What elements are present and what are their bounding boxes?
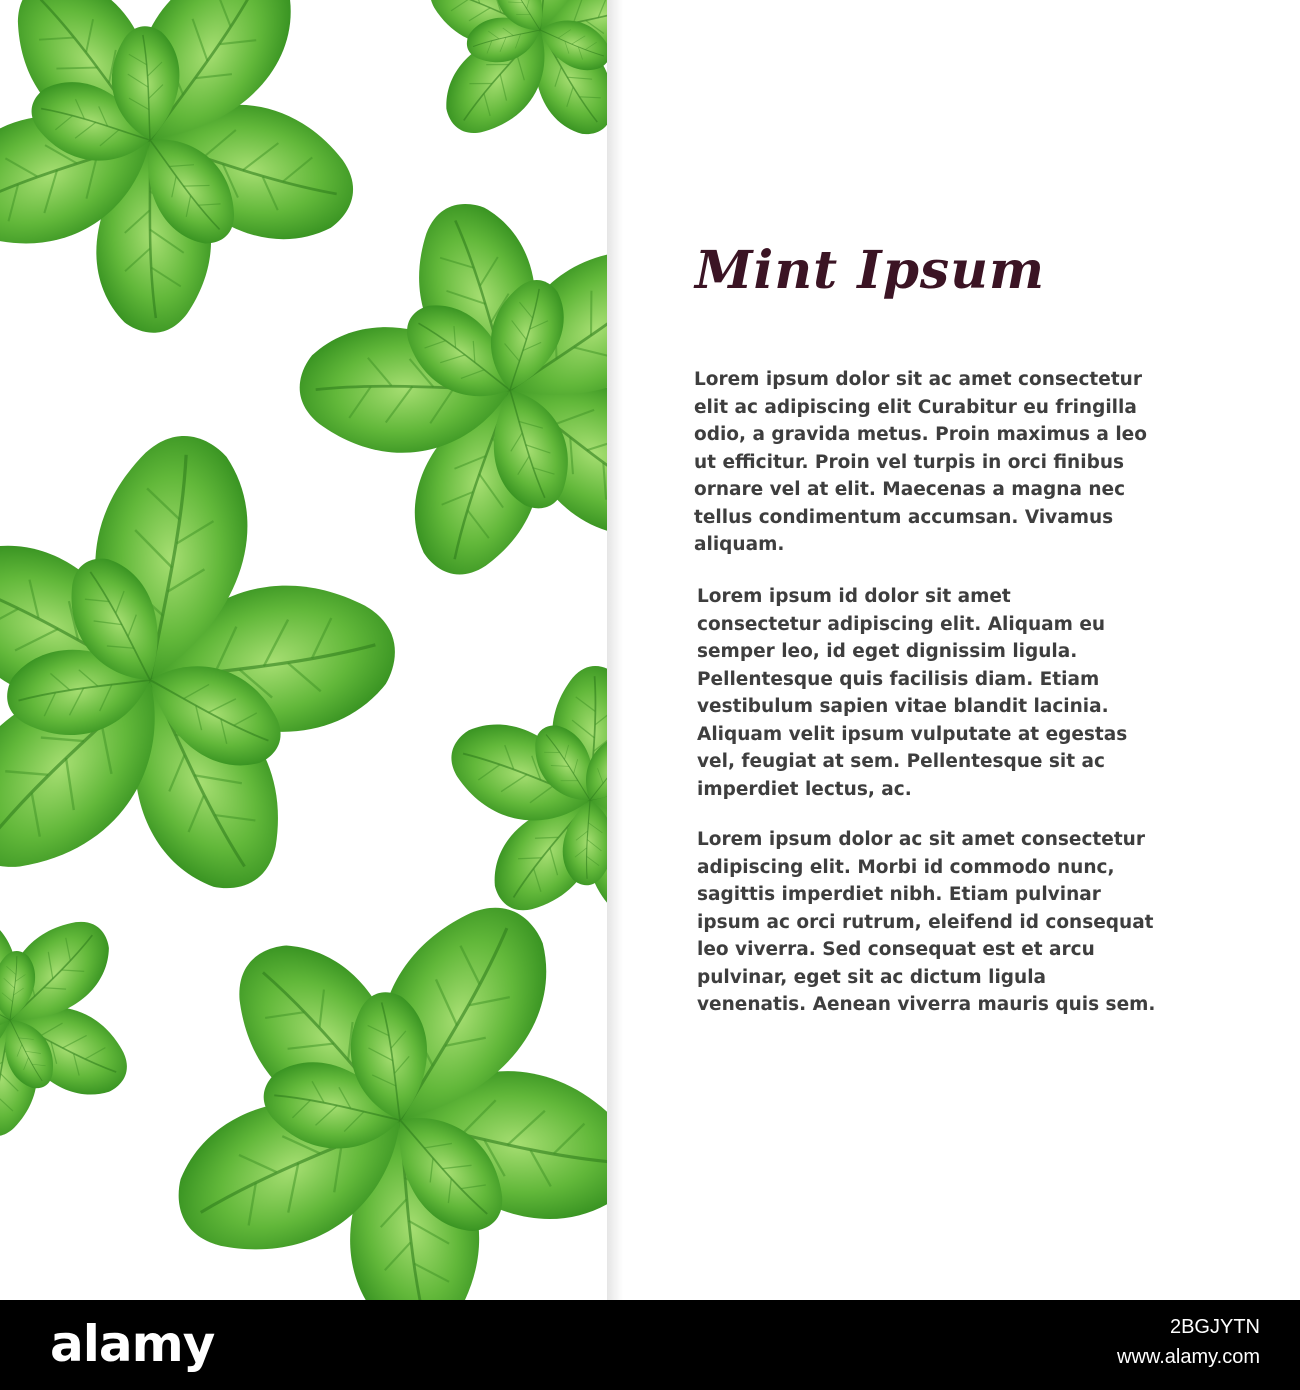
poster-title: Mint Ipsum	[695, 240, 1046, 301]
panel-divider-shadow	[607, 0, 623, 1300]
body-paragraph-1: Lorem ipsum dolor sit ac amet consectetur elit ac adipiscing elit Curabitur eu fringilla odio, a gravida metus. Proin maximus a leo ut efficitur. Proin vel turpis in orci finibus ornare vel at elit. Maecenas a magna nec tellus condimentum accumsan. Vivamus aliquam.	[694, 369, 1147, 555]
mint-leaves-illustration	[0, 0, 607, 1300]
body-paragraph-2: Lorem ipsum id dolor sit amet consectetur adipiscing elit. Aliquam eu semper leo, id eget dignissim ligula. Pellentesque quis facilisis diam. Etiam vestibulum sapien vitae blandit lacinia. Aliquam velit ipsum vulputate at egestas vel, feugiat at sem. Pellentesque sit ac imperdiet lectus, ac.	[697, 586, 1128, 800]
leaf-cluster	[0, 0, 393, 377]
mint-leaves-art	[0, 0, 607, 1300]
body-paragraph-3: Lorem ipsum dolor ac sit amet consectetur adipiscing elit. Morbi id commodo nunc, sagittis imperdiet nibh. Etiam pulvinar ipsum ac orci rutrum, eleifend id consequat leo viverra. Sed consequat est et arcu pulvinar, eget sit ac dictum ligula venenatis. Aenean viverra mauris quis sem.	[697, 829, 1156, 1015]
alamy-logo: alamy	[50, 1315, 215, 1373]
image-id: 2BGJYTN	[1169, 1316, 1260, 1338]
stock-info	[1117, 1312, 1260, 1372]
leaf-cluster	[0, 853, 174, 1181]
stock-url: www.alamy.com	[1117, 1346, 1260, 1368]
stock-footer-bar	[0, 1300, 1300, 1390]
leaf-cluster	[0, 373, 449, 976]
leaf-cluster	[373, 0, 607, 191]
leaf-cluster	[139, 857, 607, 1300]
